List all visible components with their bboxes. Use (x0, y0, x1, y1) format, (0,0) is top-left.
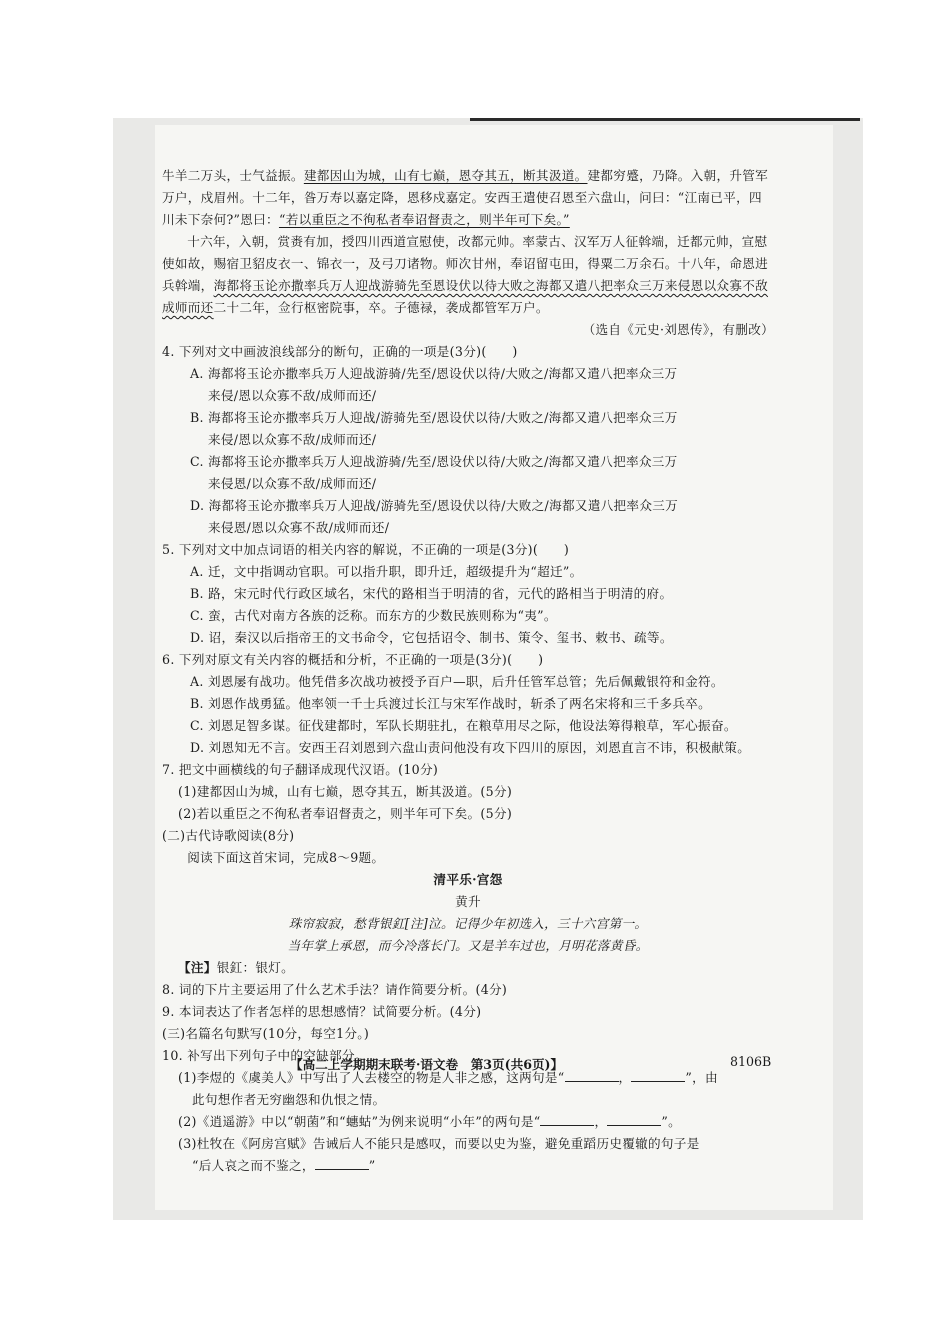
q10-item-1-cont: 此句想作者无穷幽怨和仇恨之情。 (192, 1092, 386, 1107)
q7-item-1: (1)建都因山为城，山有七巅，恩夺其五，断其汲道。(5分) (178, 784, 513, 799)
q10-item-3-tail: ” (368, 1158, 376, 1173)
q4-option-b: B. 海都将玉论亦撒率兵万人迎战/游骑先至/恩设伏以待/大败之/海都又遣八把率众三万 (190, 410, 678, 425)
underlined-sentence-1: 建都因山为城，山有七巅，恩夺其五，断其汲道。 (303, 168, 588, 183)
q4-option-a-cont: 来侵/恩以众寡不敌/成师而还/ (208, 388, 377, 403)
q5-option-a: A. 迁，文中指调动官职。可以指升职，即升迁，超级提升为“超迁”。 (190, 564, 583, 579)
q5-option-b: B. 路，宋元时代行政区域名，宋代的路相当于明清的省，元代的路相当于明清的府。 (190, 586, 673, 601)
poem-title: 清平乐·宫怨 (433, 872, 503, 887)
exam-content (162, 165, 774, 1177)
q6-option-c: C. 刘恩足智多谋。征伐建都时，军队长期驻扎，在粮草用尽之际，他设法筹得粮草，军心振奋。 (190, 718, 737, 733)
page-footer (290, 1054, 810, 1073)
question-9: 9. 本词表达了作者怎样的思想感情？试简要分析。(4分) (162, 1004, 482, 1019)
q10-item-1-text: (1)李煜的《虞美人》中写出了人去楼空的物是人非之感，这两句是“ (178, 1070, 565, 1085)
underlined-sentence-2: “若以重臣之不徇私者奉诏督责之，则半年可下矣。” (278, 212, 570, 227)
passage-source: （选自《元史·刘恩传》，有删改） (582, 322, 774, 337)
q6-option-b: B. 刘恩作战勇猛。他率领一千士兵渡过长江与宋军作战时，斩杀了两名宋将和三千多兵卒。 (190, 696, 712, 711)
q7-item-2: (2)若以重臣之不徇私者奉诏督责之，则半年可下矣。(5分) (178, 806, 513, 821)
separator: ， (594, 1114, 608, 1129)
q4-option-d: D. 海都将玉论亦撒率兵万人迎战/游骑先至/恩设伏以待/大败之/海都又遣八把率众三万 (190, 498, 679, 513)
section-2-heading: (二)古代诗歌阅读(8分) (162, 828, 295, 843)
q4-option-a: A. 海都将玉论亦撒率兵万人迎战游骑/先至/恩设伏以待/大败之/海都又遣八把率众三万 (190, 366, 678, 381)
question-6-stem: 6. 下列对原文有关内容的概括和分析，不正确的一项是(3分)( ) (162, 652, 544, 667)
answer-blank[interactable] (540, 1111, 594, 1126)
passage-text: 牛羊二万头，士气益振。 (162, 168, 304, 183)
q5-option-c: C. 蛮，古代对南方各族的泛称。而东方的少数民族则称为“夷”。 (190, 608, 557, 623)
section-2-instruction: 阅读下面这首宋词，完成8～9题。 (187, 850, 385, 865)
poem-line-1: 珠帘寂寂，愁背银釭[注]泣。记得少年初选入，三十六宫第一。 (288, 916, 648, 931)
q10-item-3: (3)杜牧在《阿房宫赋》告诫后人不能只是感叹，而要以史为鉴，避免重蹈历史覆辙的句子是 (178, 1136, 700, 1151)
q5-option-d: D. 诏，秦汉以后指帝王的文书命令，它包括诏令、制书、策令、玺书、敕书、疏等。 (190, 630, 673, 645)
q10-item-2 (162, 1111, 774, 1133)
scan-edge-rule (470, 118, 860, 121)
separator: ， (618, 1070, 632, 1085)
poem-note (162, 957, 774, 979)
answer-blank[interactable] (607, 1111, 661, 1126)
poem-line-2: 当年掌上承恩，而今冷落长门。又是羊车过也，月明花落黄昏。 (287, 938, 649, 953)
q6-option-d: D. 刘恩知无不言。安西王召刘恩到六盘山责问他没有攻下四川的原因，刘恩直言不讳，积极献策。 (190, 740, 751, 755)
paper-code: 8106B (730, 1054, 772, 1069)
q10-item-2-text: (2)《逍遥游》中以“朝菌”和“蟪蛄”为例来说明“小年”的两句是“ (178, 1114, 541, 1129)
question-5-stem: 5. 下列对文中加点词语的相关内容的解说，不正确的一项是(3分)( ) (162, 542, 570, 557)
q10-item-1-tail: ”，由 (685, 1070, 718, 1085)
q10-item-3-text: “后人哀之而不鉴之， (192, 1158, 315, 1173)
wavy-underlined-text: 海都将玉论亦撒率兵万人迎战游骑先至恩设伏以待大败之海都又遣八把率众三万来侵恩以众寡不敌成师而还 (162, 278, 769, 315)
q4-option-c: C. 海都将玉论亦撒率兵万人迎战游骑/先至/恩设伏以待/大败之/海都又遣八把率众三万 (190, 454, 678, 469)
question-10: 10. 补写出下列句子中的空缺部分。 (162, 1048, 368, 1063)
passage-text: 建都穷蹙，乃降。入朝，升管军万户，戍眉州。十二年，昝万寿以嘉定降，恩移戍嘉定。安西王遣使召恩至六盘山，问曰：“江南已平，四川未下奈何?”恩曰： (162, 168, 769, 227)
q10-item-2-tail: ”。 (661, 1114, 682, 1129)
poem-author: 黄升 (455, 894, 481, 909)
question-7-stem: 7. 把文中画横线的句子翻译成现代汉语。(10分) (162, 762, 439, 777)
footer-label: 【高二上学期期末联考·语文卷 第3页(共6页)】 (290, 1057, 564, 1072)
section-3-heading: (三)名篇名句默写(10分，每空1分。) (162, 1026, 370, 1041)
passage-paragraph-1 (162, 165, 774, 231)
passage-paragraph-2 (162, 231, 774, 319)
q10-item-3-cont (162, 1155, 774, 1177)
q4-option-c-cont: 来侵恩/以众寡不敌/成师而还/ (208, 476, 377, 491)
answer-blank[interactable] (315, 1155, 369, 1170)
passage-text: 二十二年，佥行枢密院事，卒。子德禄，袭成都管军万户。 (213, 300, 549, 315)
note-text: 银釭：银灯。 (216, 960, 295, 975)
question-4-stem: 4. 下列对文中画波浪线部分的断句，正确的一项是(3分)( ) (162, 344, 518, 359)
q4-option-b-cont: 来侵/恩以众寡不敌/成师而还/ (208, 432, 377, 447)
q6-option-a: A. 刘恩屡有战功。他凭借多次战功被授予百户—职，后升任管军总管；先后佩戴银符和金符。 (190, 674, 724, 689)
note-tag: 【注】 (178, 960, 217, 975)
q4-option-d-cont: 来侵恩/恩以众寡不敌/成师而还/ (208, 520, 390, 535)
question-8: 8. 词的下片主要运用了什么艺术手法？请作简要分析。(4分) (162, 982, 508, 997)
passage-text: 十六年，入朝，赏赉有加，授四川西道宣慰使，改都元帅。率蒙古、汉军万人征斡端，迁都元帅，宣慰使如故，赐宿卫貂皮衣一、锦衣一，及弓刀诸物。师次甘州，奉诏留屯田，得粟二万余石。十八年，命恩进兵斡端， (162, 234, 769, 293)
